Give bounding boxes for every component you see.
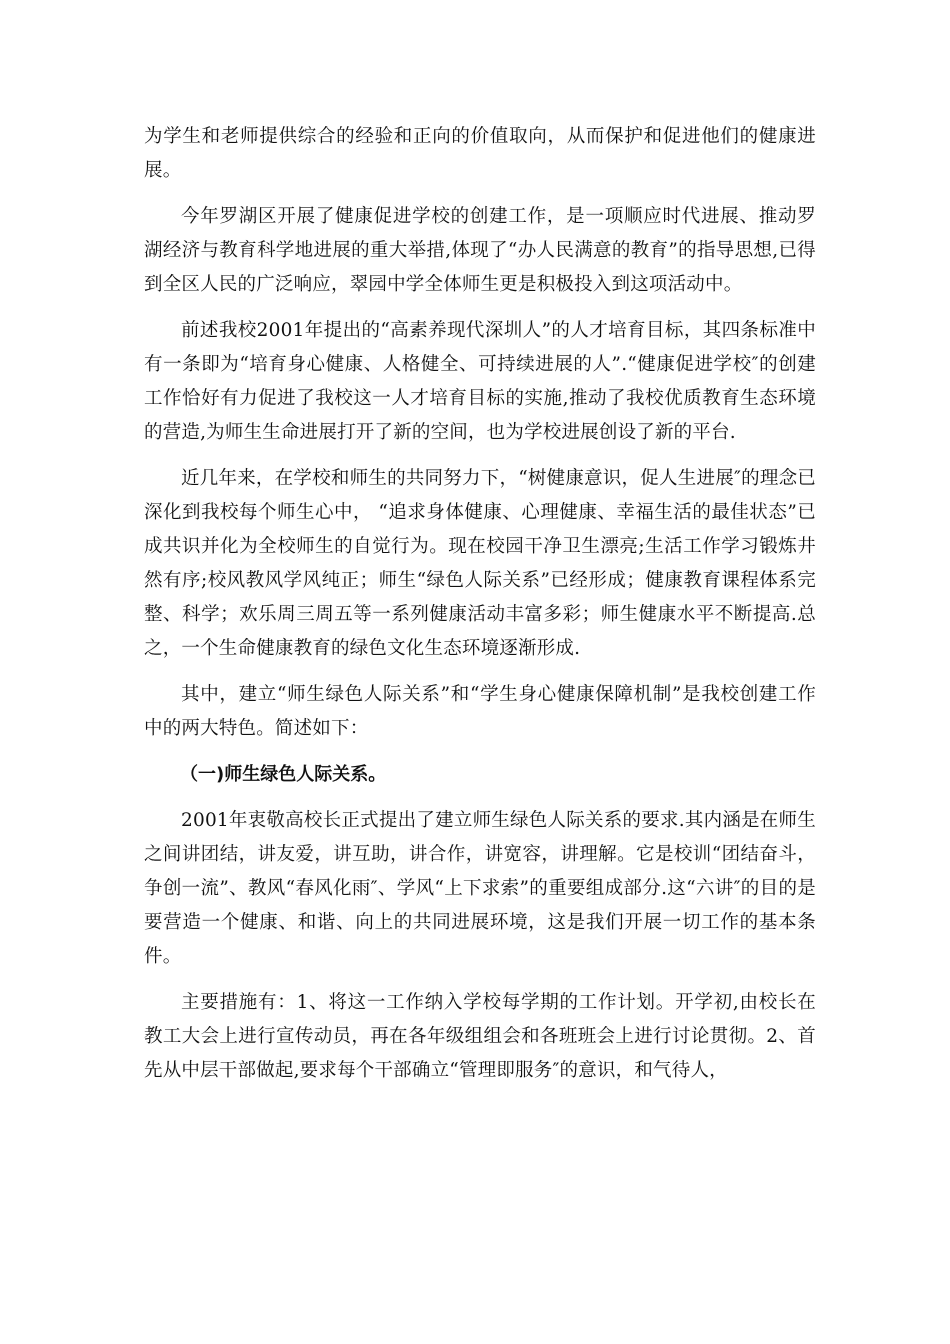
section-heading: （一)师生绿色人际关系。 xyxy=(180,764,387,785)
paragraph-talent-goal: 前述我校2001年提出的“高素养现代深圳人”的人才培育目标，其四条标准中有一条即为“培育身心健康、人格健全、可持续进展的人”.“健康促进学校″的创建工作恰好有力促进了我校这一人才培育目标的实施,推动了我校优质教育生态环境的营造,为师生生命进展打开了新的空间，也为学校进展创设了新的平台. xyxy=(144,320,816,443)
paragraph-luohu-initiative: 今年罗湖区开展了健康促进学校的创建工作，是一项顺应时代进展、推动罗湖经济与教育科学地进展的重大举措,体现了“办人民满意的教育”的指导思想,已得到全区人民的广泛响应，翠园中学全体师生更是积极投入到这项活动中。 xyxy=(144,206,816,295)
paragraph-continuation: 为学生和老师提供综合的经验和正向的价值取向，从而保护和促进他们的健康进展。 xyxy=(144,126,816,181)
paragraph-recent-years: 近几年来，在学校和师生的共同努力下，“树健康意识，促人生进展″的理念已深化到我校每个师生心中， “追求身体健康、心理健康、幸福生活的最佳状态”已成共识并化为全校师生的自觉行为。现在校园干净卫生漂亮;生活工作学习锻炼井然有序;校风教风学风纯正；师生“绿色人际关系”已经形成；健康教育课程体系完整、科学；欢乐周三周五等一系列健康活动丰富多彩；师生健康水平不断提高.总之，一个生命健康教育的绿色文化生态环境逐渐形成. xyxy=(144,468,816,659)
document-body xyxy=(144,120,816,1100)
paragraph-main-measures: 主要措施有：1、将这一工作纳入学校每学期的工作计划。开学初,由校长在教工大会上进行宣传动员，再在各年级组组会和各班班会上进行讨论贯彻。2、首先从中层干部做起,要求每个干部确立“管理即服务″的意识，和气待人， xyxy=(144,992,816,1081)
paragraph-two-features: 其中，建立“师生绿色人际关系”和“学生身心健康保障机制”是我校创建工作中的两大特色。简述如下： xyxy=(144,684,816,739)
paragraph-green-relations: 2001年衷敬高校长正式提出了建立师生绿色人际关系的要求.其内涵是在师生之间讲团结，讲友爱，讲互助，讲合作，讲宽容，讲理解。它是校训“团结奋斗，争创一流”、教风“春风化雨″、学风“上下求索”的重要组成部分.这“六讲″的目的是要营造一个健康、和谐、向上的共同进展环境，这是我们开展一切工作的基本条件。 xyxy=(144,810,816,967)
